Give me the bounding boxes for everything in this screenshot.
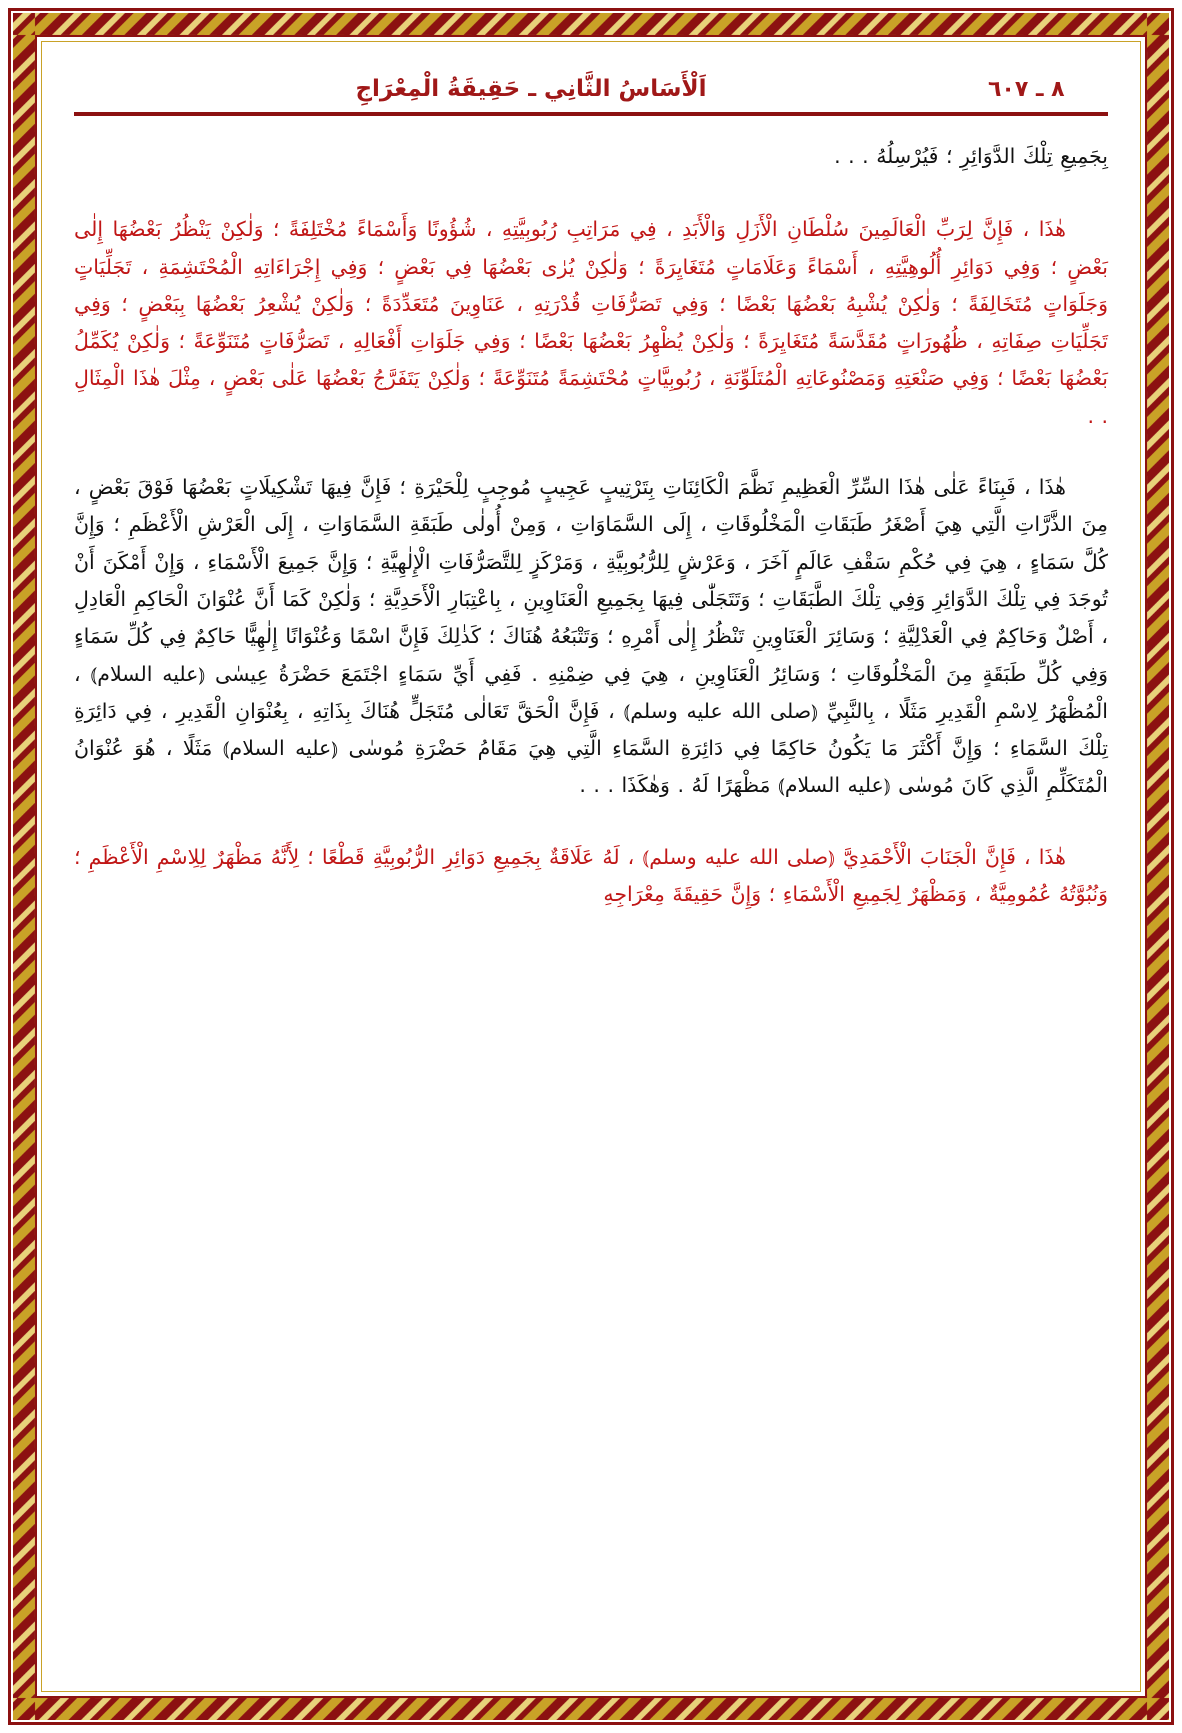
page-title: اَلْأَسَاسُ الثَّانِي ـ حَقِيقَةُ الْمِعْرَاجِ (355, 76, 707, 102)
body-text (60, 138, 1122, 913)
page-number: ٨ ـ ٦٠٧ (988, 77, 1065, 102)
paragraph-black-main: هٰذَا ، فَبِنَاءً عَلٰى هٰذَا السِّرِّ الْعَظِيمِ نَظَّمَ الْكَائِنَاتِ بِتَرْتِيبٍ عَجِيبٍ مُوجِبٍ لِلْحَيْرَةِ ؛ فَإِنَّ فِيهَا تَشْكِيلَاتٍ بَعْضُهَا فَوْقَ بَعْضٍ ، مِنَ الذَّرَّاتِ الَّتِي هِيَ أَصْغَرُ طَبَقَاتِ الْمَخْلُوقَاتِ ، إِلَى السَّمَاوَاتِ ، وَمِنْ أُولٰى طَبَقَةِ السَّمَاوَاتِ ، إِلَى الْعَرْشِ الْأَعْظَمِ ؛ وَإِنَّ كُلَّ سَمَاءٍ ، هِيَ فِي حُكْمِ سَقْفِ عَالَمٍ آخَرَ ، وَعَرْشٍ لِلرُّبُوبِيَّةِ ، وَمَرْكَزٍ لِلتَّصَرُّفَاتِ الْإِلٰهِيَّةِ ؛ وَإِنَّ جَمِيعَ الْأَسْمَاءِ ، وَإِنْ أَمْكَنَ أَنْ تُوجَدَ فِي تِلْكَ الدَّوَائِرِ وَفِي تِلْكَ الطَّبَقَاتِ ؛ وَتَتَجَلّٰى فِيهَا بِجَمِيعِ الْعَنَاوِينِ ، بِاعْتِبَارِ الْأَحَدِيَّةِ ؛ وَلٰكِنْ كَمَا أَنَّ عُنْوَانَ الْحَاكِمِ الْعَادِلِ ، أَصْلٌ وَحَاكِمٌ فِي الْعَدْلِيَّةِ ؛ وَسَائِرَ الْعَنَاوِينِ تَنْظُرُ إِلٰى أَمْرِهِ ؛ وَتَتْبَعُهُ هُنَاكَ ؛ كَذٰلِكَ فَإِنَّ اسْمًا وَعُنْوَانًا إِلٰهِيًّا حَاكِمٌ فِي كُلِّ سَمَاءٍ وَفِي كُلِّ طَبَقَةٍ مِنَ الْمَخْلُوقَاتِ ؛ وَسَائِرُ الْعَنَاوِينِ ، هِيَ فِي ضِمْنِهِ . فَفِي أَيِّ سَمَاءٍ اجْتَمَعَ حَضْرَةُ عِيسٰى ⦅عليه السلام⦆ ، الْمُظْهَرُ لِاسْمِ الْقَدِيرِ مَثَلًا ، بِالنَّبِيِّ ⦅صلى الله عليه وسلم⦆ ، فَإِنَّ الْحَقَّ تَعَالٰى مُتَجَلٍّ هُنَاكَ بِذَاتِهِ ، بِعُنْوَانِ الْقَدِيرِ ، فِي دَائِرَةِ تِلْكَ السَّمَاءِ ؛ وَإِنَّ أَكْثَرَ مَا يَكُونُ حَاكِمًا فِي دَائِرَةِ السَّمَاءِ الَّتِي هِيَ مَقَامُ حَضْرَةِ مُوسٰى ⦅عليه السلام⦆ مَثَلًا ، هُوَ عُنْوَانُ الْمُتَكَلِّمِ الَّذِي كَانَ مُوسٰى ⦅عليه السلام⦆ مَظْهَرًا لَهُ . وَهٰكَذَا . . . (74, 475, 1108, 798)
spacer (74, 449, 1108, 469)
page-content (60, 58, 1122, 1677)
paragraph-continuation: بِجَمِيعِ تِلْكَ الدَّوَائِرِ ؛ فَيُرْسِلُهُ . . . (834, 144, 1108, 168)
paragraph-red-last: هٰذَا ، فَإِنَّ الْجَنَابَ الْأَحْمَدِيَّ ⦅صلى الله عليه وسلم⦆ ، لَهُ عَلَاقَةٌ بِجَمِيعِ دَوَائِرِ الرُّبُوبِيَّةِ قَطْعًا ؛ لِأَنَّهُ مَظْهَرٌ لِلِاسْمِ الْأَعْظَمِ ؛ وَنُبُوَّتُهُ عُمُومِيَّةٌ ، وَمَظْهَرٌ لِجَمِيعِ الْأَسْمَاءِ ؛ وَإِنَّ حَقِيقَةَ مِعْرَاجِهِ (74, 844, 1108, 907)
header-divider (74, 112, 1108, 116)
page-header (60, 76, 1122, 102)
spacer (74, 195, 1108, 211)
paragraph-red-first: هٰذَا ، فَإِنَّ لِرَبِّ الْعَالَمِينَ سُلْطَانِ الْأَزَلِ وَالْأَبَدِ ، فِي مَرَاتِبِ رُبُوبِيَّتِهِ ، شُؤُونًا وَأَسْمَاءً مُخْتَلِفَةً ؛ وَلٰكِنْ يَنْظُرُ بَعْضُهَا إِلٰى بَعْضٍ ؛ وَفِي دَوَائِرِ أُلُوهِيَّتِهِ ، أَسْمَاءً وَعَلَامَاتٍ مُتَغَايِرَةً ؛ وَلٰكِنْ يُرٰى بَعْضُهَا فِي بَعْضٍ ؛ وَفِي إِجْرَاءَاتِهِ الْمُحْتَشِمَةِ ، تَجَلِّيَاتٍ وَجَلَوَاتٍ مُتَخَالِفَةً ؛ وَلٰكِنْ يُشْبِهُ بَعْضُهَا بَعْضًا ؛ وَفِي تَصَرُّفَاتِ قُدْرَتِهِ ، عَنَاوِينَ مُتَعَدِّدَةً ؛ وَلٰكِنْ يُشْعِرُ بَعْضُهَا بِبَعْضٍ ؛ وَفِي تَجَلِّيَاتِ صِفَاتِهِ ، ظُهُورَاتٍ مُقَدَّسَةً مُتَغَايِرَةً ؛ وَلٰكِنْ يُظْهِرُ بَعْضُهَا بَعْضًا ؛ وَفِي جَلَوَاتِ أَفْعَالِهِ ، تَصَرُّفَاتٍ مُتَنَوِّعَةً ؛ وَلٰكِنْ يُكَمِّلُ بَعْضُهَا بَعْضًا ؛ وَفِي صَنْعَتِهِ وَمَصْنُوعَاتِهِ الْمُتَلَوِّنَةِ ، رُبُوبِيَّاتٍ مُحْتَشِمَةً مُتَنَوِّعَةً ؛ وَلٰكِنْ يَتَفَرَّجُ بَعْضُهَا عَلٰى بَعْضٍ ، مِثْلَ هٰذَا الْمِثَالِ . . (74, 217, 1108, 428)
spacer (74, 819, 1108, 839)
